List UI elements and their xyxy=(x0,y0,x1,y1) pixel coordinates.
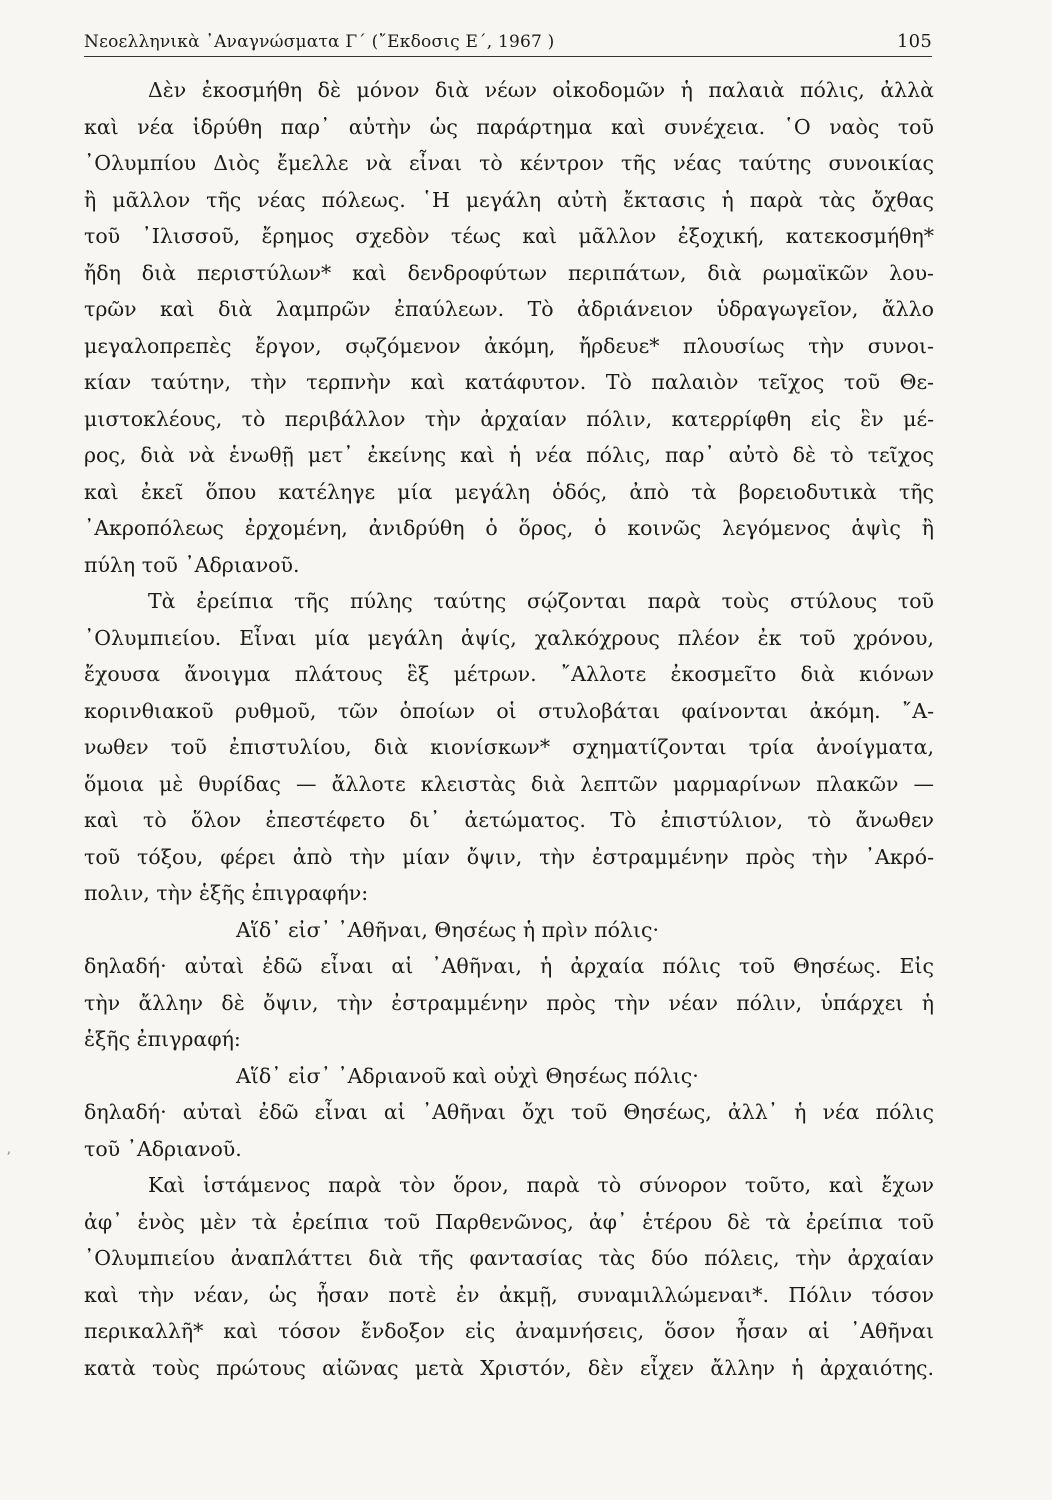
text-line: μιστοκλέους, τὸ περιβάλλον τὴν ἀρχαίαν πόλιν, κατερρίφθη εἰς ἓν μέ- xyxy=(84,406,934,431)
inscription-line: Αἵδ᾿ εἰσ᾿ ᾿Αθῆναι, Θησέως ἡ πρὶν πόλις· xyxy=(236,917,660,942)
text-line: ἢ μᾶλλον τῆς νέας πόλεως. ῾Η μεγάλη αὐτὴ ἔκτασις ἡ παρὰ τὰς ὄχθας xyxy=(84,187,934,212)
text-line: καὶ τὴν νέαν, ὡς ἦσαν ποτὲ ἐν ἀκμῇ, συναμιλλώμεναι*. Πόλιν τόσον xyxy=(84,1282,934,1307)
text-line: περικαλλῆ* καὶ τόσον ἔνδοξον εἰς ἀναμνήσεις, ὅσον ἦσαν αἱ ᾿Αθῆναι xyxy=(84,1319,934,1343)
text-line: καὶ τὸ ὅλον ἐπεστέφετο δι᾿ ἀετώματος. Τὸ ἐπιστύλιον, τὸ ἄνωθεν xyxy=(84,808,934,832)
running-header xyxy=(84,18,932,57)
text-line: ἀφ᾿ ἑνὸς μὲν τὰ ἐρείπια τοῦ Παρθενῶνος, ἀφ᾿ ἑτέρου δὲ τὰ ἐρείπια τοῦ xyxy=(84,1209,934,1234)
margin-speck: ʼ xyxy=(6,1150,11,1166)
page-number: 105 xyxy=(897,31,932,52)
body-text xyxy=(84,72,934,1386)
text-line: δηλαδή· αὐταὶ ἐδῶ εἶναι αἱ ᾿Αθῆναι ὄχι τοῦ Θησέως, ἀλλ᾿ ἡ νέα πόλις xyxy=(84,1100,934,1124)
text-line: ᾿Ολυμπιείου ἀναπλάττει διὰ τῆς φαντασίας τὰς δύο πόλεις, τὴν ἀρχαίαν xyxy=(84,1246,934,1270)
text-line: ᾿Ολυμπιείου. Εἶναι μία μεγάλη ἁψίς, χαλκόχρους πλέον ἐκ τοῦ χρόνου, xyxy=(84,625,934,650)
text-line: καὶ ἐκεῖ ὅπου κατέληγε μία μεγάλη ὁδός, ἀπὸ τὰ βορειοδυτικὰ τῆς xyxy=(84,479,934,504)
text-line: τοῦ ᾿Ιλισσοῦ, ἔρημος σχεδὸν τέως καὶ μᾶλλον ἐξοχική, κατεκοσμήθη* xyxy=(84,224,934,248)
text-line: δηλαδή· αὐταὶ ἐδῶ εἶναι αἱ ᾿Αθῆναι, ἡ ἀρχαία πόλις τοῦ Θησέως. Εἰς xyxy=(84,954,934,978)
text-line: πολιν, τὴν ἑξῆς ἐπιγραφήν: xyxy=(84,881,369,905)
book-title: Νεοελληνικὰ ᾿Αναγνώσματα Γ΄ (῎Εκδοσις Ε΄, 1967 ) xyxy=(84,32,555,52)
text-line: Δὲν ἐκοσμήθη δὲ μόνον διὰ νέων οἰκοδομῶν ἡ παλαιὰ πόλις, ἀλλὰ xyxy=(148,78,934,102)
text-line: τρῶν καὶ διὰ λαμπρῶν ἐπαύλεων. Τὸ ἀδριάνειον ὑδραγωγεῖον, ἄλλο xyxy=(84,297,934,321)
inscription-line: Αἵδ᾿ εἰσ᾿ ᾿Αδριανοῦ καὶ οὐχὶ Θησέως πόλις· xyxy=(236,1063,699,1088)
text-line: ρος, διὰ νὰ ἑνωθῇ μετ᾿ ἐκείνης καὶ ἡ νέα πόλις, παρ᾿ αὐτὸ δὲ τὸ τεῖχος xyxy=(84,443,934,467)
text-line: τὴν ἄλλην δὲ ὄψιν, τὴν ἐστραμμένην πρὸς τὴν νέαν πόλιν, ὑπάρχει ἡ xyxy=(84,990,934,1015)
text-line: μεγαλοπρεπὲς ἔργον, σῳζόμενον ἀκόμη, ἤρδευε* πλουσίως τὴν συνοι- xyxy=(84,333,934,358)
text-line: Τὰ ἐρείπια τῆς πύλης ταύτης σῴζονται παρὰ τοὺς στύλους τοῦ xyxy=(148,589,934,613)
text-line: κίαν ταύτην, τὴν τερπνὴν καὶ κατάφυτον. Τὸ παλαιὸν τεῖχος τοῦ Θε- xyxy=(84,370,934,394)
text-line: ᾿Ακροπόλεως ἐρχομένη, ἀνιδρύθη ὁ ὅρος, ὁ κοινῶς λεγόμενος ἁψὶς ἢ xyxy=(84,516,934,540)
text-line: ἑξῆς ἐπιγραφή: xyxy=(84,1027,241,1051)
text-line: Καὶ ἱστάμενος παρὰ τὸν ὅρον, παρὰ τὸ σύνορον τοῦτο, καὶ ἔχων xyxy=(148,1173,934,1197)
text-line: ἤδη διὰ περιστύλων* καὶ δενδροφύτων περιπάτων, διὰ ρωμαϊκῶν λου- xyxy=(84,260,934,285)
text-line: ὅμοια μὲ θυρίδας — ἄλλοτε κλειστὰς διὰ λεπτῶν μαρμαρίνων πλακῶν — xyxy=(84,771,934,796)
text-line: ἔχουσα ἄνοιγμα πλάτους ἓξ μέτρων. ῎Αλλοτε ἐκοσμεῖτο διὰ κιόνων xyxy=(84,662,934,686)
text-line: νωθεν τοῦ ἐπιστυλίου, διὰ κιονίσκων* σχηματίζονται τρία ἀνοίγματα, xyxy=(84,735,934,759)
text-line: τοῦ τόξου, φέρει ἀπὸ τὴν μίαν ὄψιν, τὴν ἐστραμμένην πρὸς τὴν ᾿Ακρό- xyxy=(84,844,934,869)
text-line: καὶ νέα ἱδρύθη παρ᾿ αὐτὴν ὡς παράρτημα καὶ συνέχεια. ῾Ο ναὸς τοῦ xyxy=(84,114,934,139)
text-line: τοῦ ᾿Αδριανοῦ. xyxy=(84,1136,242,1161)
text-line: ᾿Ολυμπίου Διὸς ἔμελλε νὰ εἶναι τὸ κέντρον τῆς νέας ταύτης συνοικίας xyxy=(84,151,934,175)
text-line: κατὰ τοὺς πρώτους αἰῶνας μετὰ Χριστόν, δὲν εἶχεν ἄλλην ἡ ἀρχαιότης. xyxy=(84,1355,934,1380)
text-line: κορινθιακοῦ ρυθμοῦ, τῶν ὁποίων οἱ στυλοβάται φαίνονται ἀκόμη. ῎Α- xyxy=(84,698,934,723)
text-line: πύλη τοῦ ᾿Αδριανοῦ. xyxy=(84,552,300,577)
